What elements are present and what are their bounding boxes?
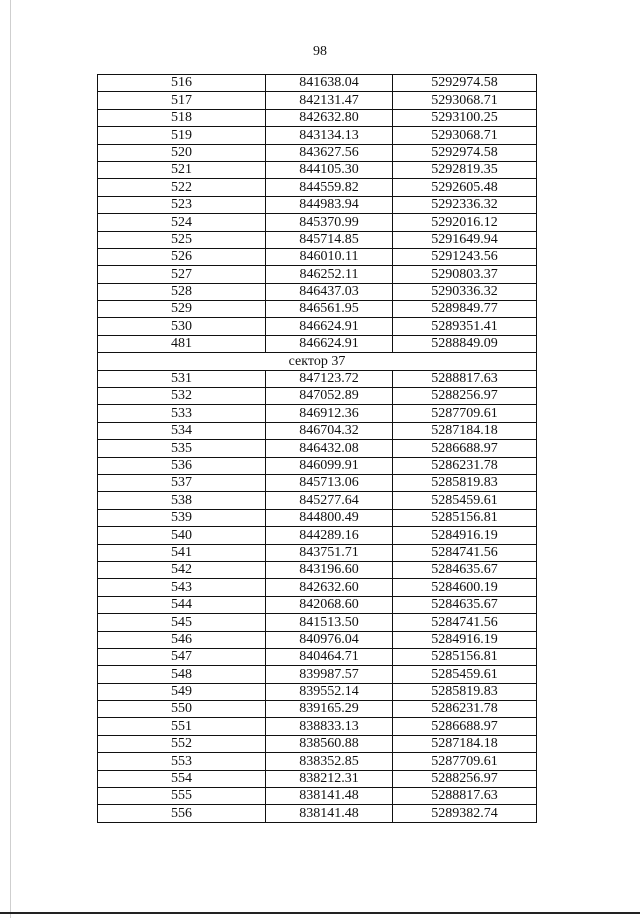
x-coordinate-cell: 845713.06 bbox=[266, 474, 393, 491]
table-row bbox=[98, 509, 537, 526]
y-coordinate-cell: 5284916.19 bbox=[393, 631, 537, 648]
coordinates-table bbox=[97, 74, 537, 823]
point-number-cell: 541 bbox=[98, 544, 266, 561]
x-coordinate-cell: 843751.71 bbox=[266, 544, 393, 561]
point-number-cell: 521 bbox=[98, 161, 266, 178]
table-row bbox=[98, 405, 537, 422]
table-row bbox=[98, 805, 537, 822]
point-number-cell: 547 bbox=[98, 648, 266, 665]
y-coordinate-cell: 5285819.83 bbox=[393, 683, 537, 700]
point-number-cell: 544 bbox=[98, 596, 266, 613]
y-coordinate-cell: 5284916.19 bbox=[393, 527, 537, 544]
table-row bbox=[98, 248, 537, 265]
y-coordinate-cell: 5292974.58 bbox=[393, 75, 537, 92]
x-coordinate-cell: 846624.91 bbox=[266, 318, 393, 335]
y-coordinate-cell: 5292016.12 bbox=[393, 214, 537, 231]
page-number: 98 bbox=[313, 44, 327, 59]
x-coordinate-cell: 842131.47 bbox=[266, 92, 393, 109]
table-row bbox=[98, 474, 537, 491]
sector-label: сектор 37 bbox=[98, 353, 537, 370]
page-edge bbox=[10, 0, 11, 918]
point-number-cell: 535 bbox=[98, 440, 266, 457]
table-row bbox=[98, 596, 537, 613]
x-coordinate-cell: 845277.64 bbox=[266, 492, 393, 509]
point-number-cell: 545 bbox=[98, 614, 266, 631]
x-coordinate-cell: 847123.72 bbox=[266, 370, 393, 387]
point-number-cell: 548 bbox=[98, 666, 266, 683]
x-coordinate-cell: 846432.08 bbox=[266, 440, 393, 457]
y-coordinate-cell: 5292819.35 bbox=[393, 161, 537, 178]
y-coordinate-cell: 5284600.19 bbox=[393, 579, 537, 596]
point-number-cell: 536 bbox=[98, 457, 266, 474]
table-row bbox=[98, 648, 537, 665]
y-coordinate-cell: 5292605.48 bbox=[393, 179, 537, 196]
point-number-cell: 533 bbox=[98, 405, 266, 422]
x-coordinate-cell: 844800.49 bbox=[266, 509, 393, 526]
table-row bbox=[98, 144, 537, 161]
y-coordinate-cell: 5284635.67 bbox=[393, 561, 537, 578]
table-row bbox=[98, 440, 537, 457]
table-row bbox=[98, 718, 537, 735]
x-coordinate-cell: 839552.14 bbox=[266, 683, 393, 700]
y-coordinate-cell: 5287184.18 bbox=[393, 422, 537, 439]
table-row bbox=[98, 735, 537, 752]
y-coordinate-cell: 5288256.97 bbox=[393, 388, 537, 405]
y-coordinate-cell: 5292974.58 bbox=[393, 144, 537, 161]
x-coordinate-cell: 844105.30 bbox=[266, 161, 393, 178]
table-row bbox=[98, 388, 537, 405]
table-row bbox=[98, 109, 537, 126]
table-row bbox=[98, 788, 537, 805]
table-row bbox=[98, 422, 537, 439]
point-number-cell: 550 bbox=[98, 701, 266, 718]
y-coordinate-cell: 5286231.78 bbox=[393, 457, 537, 474]
y-coordinate-cell: 5285156.81 bbox=[393, 648, 537, 665]
y-coordinate-cell: 5290803.37 bbox=[393, 266, 537, 283]
y-coordinate-cell: 5285819.83 bbox=[393, 474, 537, 491]
x-coordinate-cell: 845714.85 bbox=[266, 231, 393, 248]
point-number-cell: 553 bbox=[98, 753, 266, 770]
y-coordinate-cell: 5291243.56 bbox=[393, 248, 537, 265]
table-row bbox=[98, 335, 537, 352]
y-coordinate-cell: 5293068.71 bbox=[393, 92, 537, 109]
table-row bbox=[98, 179, 537, 196]
y-coordinate-cell: 5289382.74 bbox=[393, 805, 537, 822]
x-coordinate-cell: 846624.91 bbox=[266, 335, 393, 352]
point-number-cell: 538 bbox=[98, 492, 266, 509]
x-coordinate-cell: 840976.04 bbox=[266, 631, 393, 648]
point-number-cell: 528 bbox=[98, 283, 266, 300]
x-coordinate-cell: 838560.88 bbox=[266, 735, 393, 752]
x-coordinate-cell: 846010.11 bbox=[266, 248, 393, 265]
point-number-cell: 527 bbox=[98, 266, 266, 283]
table-row bbox=[98, 92, 537, 109]
table-row bbox=[98, 683, 537, 700]
table-row bbox=[98, 127, 537, 144]
x-coordinate-cell: 846437.03 bbox=[266, 283, 393, 300]
y-coordinate-cell: 5293100.25 bbox=[393, 109, 537, 126]
y-coordinate-cell: 5292336.32 bbox=[393, 196, 537, 213]
y-coordinate-cell: 5293068.71 bbox=[393, 127, 537, 144]
table-row bbox=[98, 301, 537, 318]
point-number-cell: 552 bbox=[98, 735, 266, 752]
table-row bbox=[98, 318, 537, 335]
point-number-cell: 525 bbox=[98, 231, 266, 248]
point-number-cell: 481 bbox=[98, 335, 266, 352]
x-coordinate-cell: 846252.11 bbox=[266, 266, 393, 283]
point-number-cell: 546 bbox=[98, 631, 266, 648]
point-number-cell: 523 bbox=[98, 196, 266, 213]
y-coordinate-cell: 5286688.97 bbox=[393, 440, 537, 457]
y-coordinate-cell: 5287184.18 bbox=[393, 735, 537, 752]
table-row bbox=[98, 196, 537, 213]
x-coordinate-cell: 844289.16 bbox=[266, 527, 393, 544]
point-number-cell: 540 bbox=[98, 527, 266, 544]
x-coordinate-cell: 847052.89 bbox=[266, 388, 393, 405]
point-number-cell: 531 bbox=[98, 370, 266, 387]
point-number-cell: 543 bbox=[98, 579, 266, 596]
table-row bbox=[98, 231, 537, 248]
point-number-cell: 518 bbox=[98, 109, 266, 126]
point-number-cell: 542 bbox=[98, 561, 266, 578]
x-coordinate-cell: 846704.32 bbox=[266, 422, 393, 439]
y-coordinate-cell: 5288256.97 bbox=[393, 770, 537, 787]
y-coordinate-cell: 5289849.77 bbox=[393, 301, 537, 318]
point-number-cell: 537 bbox=[98, 474, 266, 491]
coordinates-group-1 bbox=[98, 75, 537, 353]
point-number-cell: 517 bbox=[98, 92, 266, 109]
x-coordinate-cell: 839165.29 bbox=[266, 701, 393, 718]
point-number-cell: 549 bbox=[98, 683, 266, 700]
point-number-cell: 522 bbox=[98, 179, 266, 196]
y-coordinate-cell: 5291649.94 bbox=[393, 231, 537, 248]
table-row bbox=[98, 161, 537, 178]
y-coordinate-cell: 5286688.97 bbox=[393, 718, 537, 735]
point-number-cell: 530 bbox=[98, 318, 266, 335]
point-number-cell: 532 bbox=[98, 388, 266, 405]
table-row bbox=[98, 753, 537, 770]
sector-row bbox=[98, 353, 537, 370]
x-coordinate-cell: 839987.57 bbox=[266, 666, 393, 683]
point-number-cell: 554 bbox=[98, 770, 266, 787]
y-coordinate-cell: 5288817.63 bbox=[393, 788, 537, 805]
x-coordinate-cell: 846912.36 bbox=[266, 405, 393, 422]
table-row bbox=[98, 457, 537, 474]
x-coordinate-cell: 838833.13 bbox=[266, 718, 393, 735]
x-coordinate-cell: 846561.95 bbox=[266, 301, 393, 318]
y-coordinate-cell: 5288817.63 bbox=[393, 370, 537, 387]
table-row bbox=[98, 214, 537, 231]
table-row bbox=[98, 561, 537, 578]
table-row bbox=[98, 544, 537, 561]
x-coordinate-cell: 838141.48 bbox=[266, 805, 393, 822]
x-coordinate-cell: 844983.94 bbox=[266, 196, 393, 213]
table-row bbox=[98, 370, 537, 387]
x-coordinate-cell: 838352.85 bbox=[266, 753, 393, 770]
point-number-cell: 551 bbox=[98, 718, 266, 735]
x-coordinate-cell: 843134.13 bbox=[266, 127, 393, 144]
x-coordinate-cell: 846099.91 bbox=[266, 457, 393, 474]
table-row bbox=[98, 492, 537, 509]
x-coordinate-cell: 841513.50 bbox=[266, 614, 393, 631]
y-coordinate-cell: 5286231.78 bbox=[393, 701, 537, 718]
page-bottom-edge bbox=[0, 912, 640, 914]
point-number-cell: 534 bbox=[98, 422, 266, 439]
y-coordinate-cell: 5287709.61 bbox=[393, 753, 537, 770]
x-coordinate-cell: 843627.56 bbox=[266, 144, 393, 161]
x-coordinate-cell: 842632.80 bbox=[266, 109, 393, 126]
x-coordinate-cell: 844559.82 bbox=[266, 179, 393, 196]
y-coordinate-cell: 5285156.81 bbox=[393, 509, 537, 526]
x-coordinate-cell: 842632.60 bbox=[266, 579, 393, 596]
y-coordinate-cell: 5289351.41 bbox=[393, 318, 537, 335]
point-number-cell: 519 bbox=[98, 127, 266, 144]
point-number-cell: 516 bbox=[98, 75, 266, 92]
y-coordinate-cell: 5284741.56 bbox=[393, 544, 537, 561]
y-coordinate-cell: 5290336.32 bbox=[393, 283, 537, 300]
table-row bbox=[98, 770, 537, 787]
y-coordinate-cell: 5287709.61 bbox=[393, 405, 537, 422]
point-number-cell: 524 bbox=[98, 214, 266, 231]
table-row bbox=[98, 283, 537, 300]
y-coordinate-cell: 5284741.56 bbox=[393, 614, 537, 631]
x-coordinate-cell: 843196.60 bbox=[266, 561, 393, 578]
table-row bbox=[98, 75, 537, 92]
table-row bbox=[98, 266, 537, 283]
table-row bbox=[98, 527, 537, 544]
coordinates-group-2 bbox=[98, 370, 537, 822]
x-coordinate-cell: 841638.04 bbox=[266, 75, 393, 92]
x-coordinate-cell: 838212.31 bbox=[266, 770, 393, 787]
table-row bbox=[98, 701, 537, 718]
point-number-cell: 520 bbox=[98, 144, 266, 161]
table-row bbox=[98, 614, 537, 631]
table-row bbox=[98, 666, 537, 683]
x-coordinate-cell: 838141.48 bbox=[266, 788, 393, 805]
x-coordinate-cell: 840464.71 bbox=[266, 648, 393, 665]
point-number-cell: 526 bbox=[98, 248, 266, 265]
table-row bbox=[98, 579, 537, 596]
point-number-cell: 539 bbox=[98, 509, 266, 526]
point-number-cell: 556 bbox=[98, 805, 266, 822]
y-coordinate-cell: 5285459.61 bbox=[393, 492, 537, 509]
point-number-cell: 529 bbox=[98, 301, 266, 318]
y-coordinate-cell: 5288849.09 bbox=[393, 335, 537, 352]
x-coordinate-cell: 845370.99 bbox=[266, 214, 393, 231]
y-coordinate-cell: 5285459.61 bbox=[393, 666, 537, 683]
x-coordinate-cell: 842068.60 bbox=[266, 596, 393, 613]
y-coordinate-cell: 5284635.67 bbox=[393, 596, 537, 613]
point-number-cell: 555 bbox=[98, 788, 266, 805]
table-row bbox=[98, 631, 537, 648]
